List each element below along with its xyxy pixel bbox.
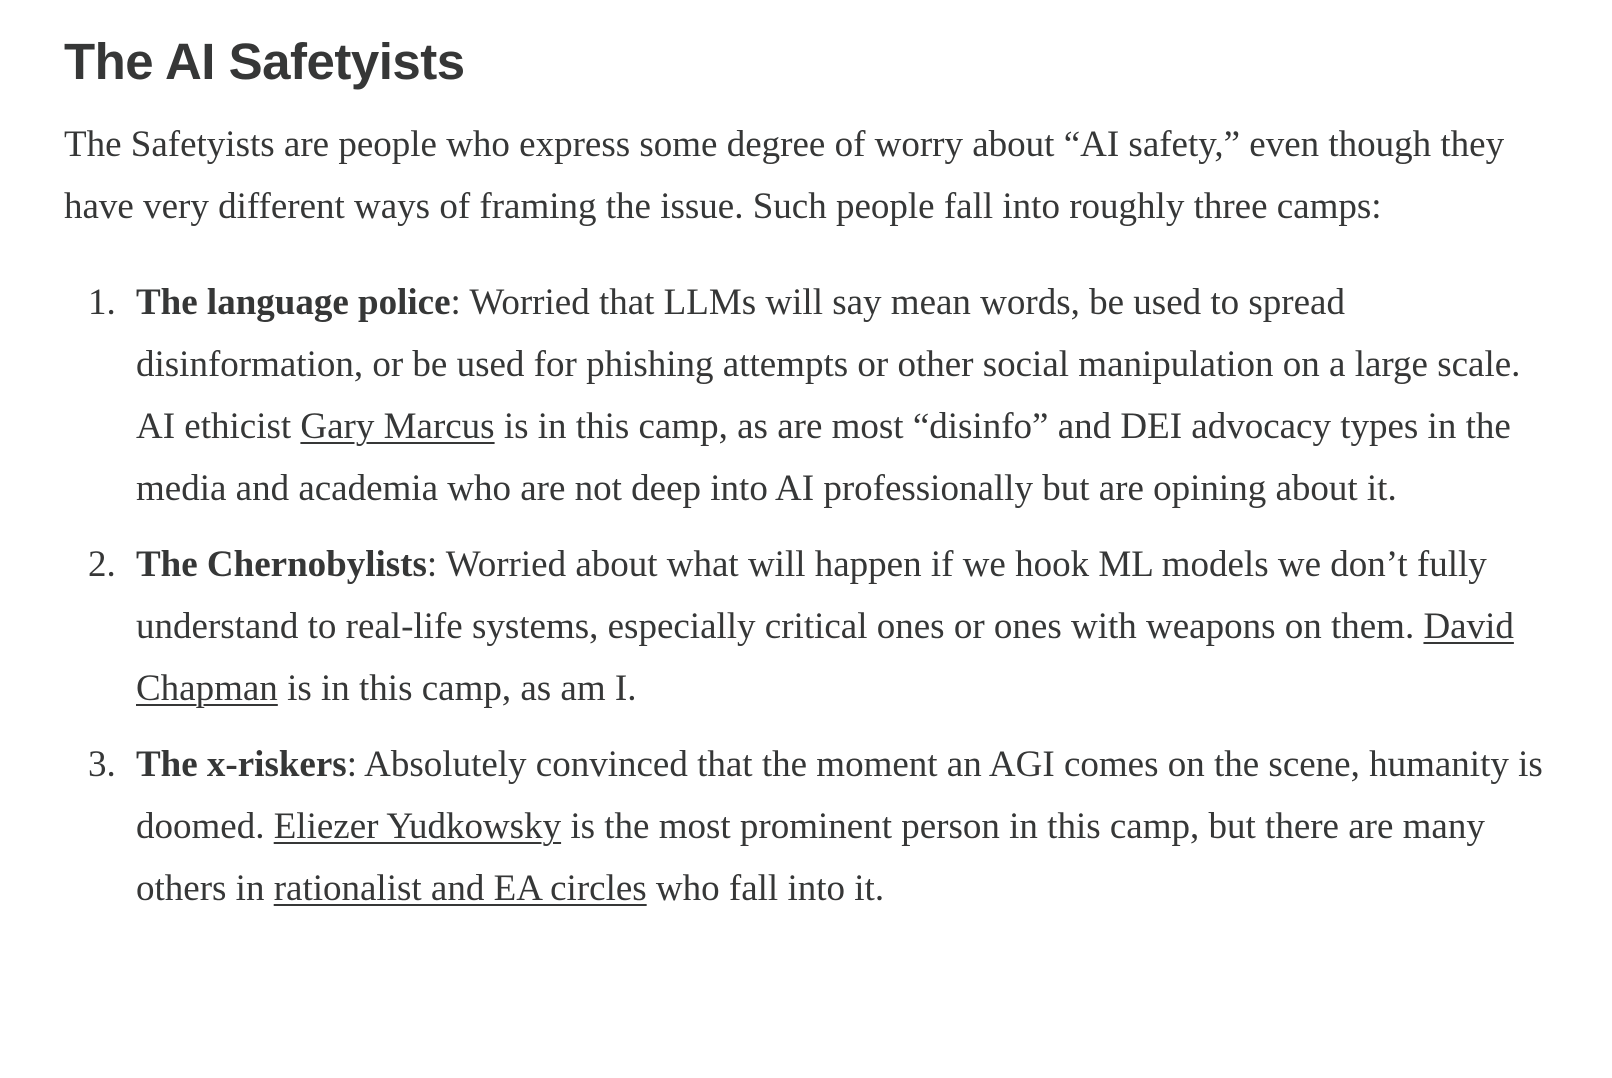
article	[64, 28, 1554, 934]
link-rationalist-ea-circles[interactable]: rationalist and EA circles	[273, 868, 647, 909]
link-eliezer-yudkowsky[interactable]: Eliezer Yudkowsky	[273, 806, 562, 847]
list-item	[64, 734, 1554, 920]
camp-description-continued: is in this camp, as are most “disinfo” and DEI advocacy types in the media and academia who are not deep into AI professionally but are opining about it.	[136, 406, 1511, 509]
camp-name: The language police	[136, 282, 451, 323]
camp-description: : Worried that LLMs will say mean words, be used to spread disinformation, or be used for phishing attempts or other social manipulation on a large scale. AI ethicist	[136, 282, 1521, 447]
list-item	[64, 534, 1554, 720]
camp-description: : Absolutely convinced that the moment an AGI comes on the scene, humanity is doomed.	[136, 744, 1543, 847]
camp-description-end: who fall into it.	[646, 868, 885, 909]
list-number: 1.	[88, 282, 116, 323]
intro-paragraph: The Safetyists are people who express some degree of worry about “AI safety,” even though they have very different ways of framing the issue. Such people fall into roughly three camps:	[64, 124, 1505, 227]
link-gary-marcus[interactable]: Gary Marcus	[300, 406, 495, 447]
list-number: 3.	[88, 744, 116, 785]
camp-name: The Chernobylists	[136, 544, 427, 585]
camp-name: The x-riskers	[136, 744, 347, 785]
list-item	[64, 272, 1554, 520]
camp-description-continued: is in this camp, as am I.	[277, 668, 637, 709]
list-number: 2.	[88, 544, 116, 585]
camp-description: : Worried about what will happen if we hook ML models we don’t fully understand to real-life systems, especially critical ones or ones with weapons on them.	[136, 544, 1487, 647]
camps-list	[64, 272, 1554, 920]
link-david-chapman[interactable]: David Chapman	[136, 606, 1514, 709]
camp-description-continued: is the most prominent person in this camp, but there are many others in	[136, 806, 1485, 909]
section-heading: The AI Safetyists	[64, 33, 465, 90]
